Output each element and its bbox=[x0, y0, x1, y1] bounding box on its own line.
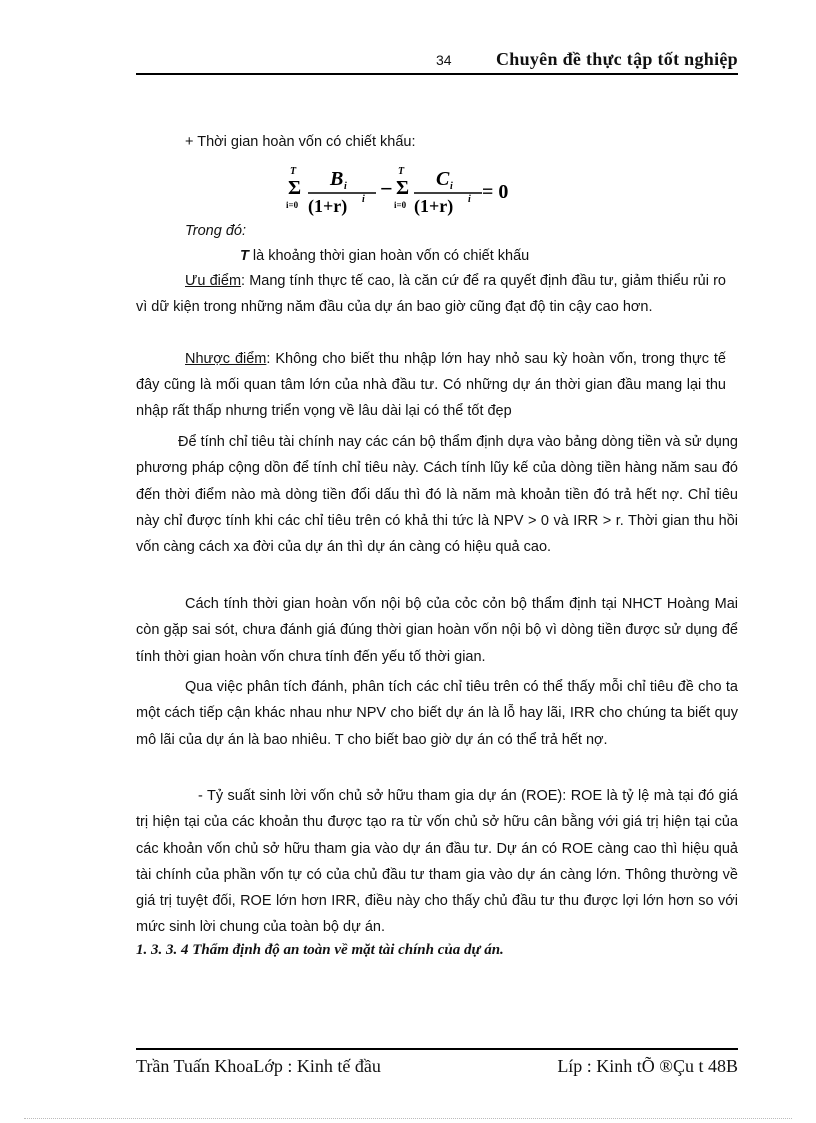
footer-rule bbox=[136, 1048, 738, 1050]
sum-symbol: Σ bbox=[288, 177, 302, 199]
numerator-benefit: B bbox=[330, 168, 344, 190]
equals-zero: = 0 bbox=[482, 181, 509, 203]
t-symbol: T bbox=[240, 248, 249, 264]
footer-class: Líp : Kinh tÕ ®Çu t 48B bbox=[557, 1056, 738, 1076]
paragraph-cumulative-method: Để tính chỉ tiêu tài chính nay các cán bộ thẩm định dựa vào bảng dòng tiền và sử dụng phương pháp cộng dồn để tính chỉ tiêu này. Cách tính lũy kế của dòng tiền hàng năm sau đó đến thời điểm nào mà dòng tiền đổi dấu thì đó là năm mà khoản tiền đó trả hết nợ. Chỉ tiêu này chỉ được tính khi các chỉ tiêu trên có khả thi tức là NPV > 0 và IRR > r. Thời gian thu hồi vốn càng cách xa đời của dự án thì dự án càng có hiệu quả cao. bbox=[136, 434, 738, 556]
svg-text:i: i bbox=[362, 194, 365, 205]
disadvantage-label: Nhược điểm bbox=[185, 351, 267, 367]
paragraph-indicator-comparison: Qua việc phân tích đánh, phân tích các chỉ tiêu trên có thể thấy mỗi chỉ tiêu đề cho ta một cách tiếp cận khác nhau như NPV cho biết dự án là lỗ hay lãi, IRR cho chúng ta biết quy mô lãi của dự án là bao nhiêu. T cho biết bao giờ dự án có thể trả hết nợ. bbox=[136, 679, 738, 748]
svg-text:T: T bbox=[398, 166, 405, 177]
numerator-cost: C bbox=[436, 168, 450, 190]
section-heading: 1. 3. 3. 4 Thẩm định độ an toàn về mặt tài chính của dự án. bbox=[136, 942, 504, 958]
svg-text:i: i bbox=[450, 181, 453, 192]
sum-lower-limit: i=0 bbox=[286, 200, 299, 210]
paragraph-internal-payback: Cách tính thời gian hoàn vốn nội bộ của cỏc cỏn bộ thẩm định tại NHCT Hoàng Mai còn gặp sai sót, chưa đánh giá đúng thời gian hoàn vốn nội bộ vì dòng tiền được sử dụng để tính thời gian hoàn vốn chưa tính đến yếu tố thời gian. bbox=[136, 596, 738, 665]
page-header bbox=[136, 48, 738, 70]
header-title: Chuyên đề thực tập tốt nghiệp bbox=[495, 49, 738, 69]
advantage-label: Ưu điểm bbox=[185, 273, 242, 289]
minus-sign: − bbox=[380, 176, 393, 201]
svg-text:i: i bbox=[468, 194, 471, 205]
svg-text:Σ: Σ bbox=[396, 177, 410, 199]
svg-text:i=0: i=0 bbox=[394, 200, 407, 210]
t-definition: T là khoảng thời gian hoàn vốn có chiết khấu bbox=[240, 248, 530, 264]
where-label: Trong đó: bbox=[185, 223, 246, 239]
page-number: 34 bbox=[436, 52, 452, 68]
sum-upper-limit: T bbox=[290, 166, 297, 177]
advantage-paragraph: Ưu điểm: Mang tính thực tế cao, là căn cứ để ra quyết định đầu tư, giảm thiểu rủi ro vì dữ kiện trong những năm đầu của dự án bao giờ cũng đạt độ tin cậy cao hơn. bbox=[136, 273, 726, 315]
denominator-1: (1+r) bbox=[308, 196, 348, 216]
svg-text:i: i bbox=[344, 181, 347, 192]
header-rule bbox=[136, 73, 738, 75]
denominator-2: (1+r) bbox=[414, 196, 454, 216]
discounted-payback-label: + Thời gian hoàn vốn có chiết khấu: bbox=[185, 134, 416, 150]
disadvantage-paragraph: Nhược điểm: Không cho biết thu nhập lớn hay nhỏ sau kỳ hoàn vốn, trong thực tế đây cũng là mối quan tâm lớn của nhà đầu tư. Có những dự án thời gian đầu mang lại thu nhập rất thấp nhưng triển vọng về lâu dài lại có thể tốt đẹp bbox=[136, 351, 726, 419]
footer-author: Trần Tuấn KhoaLớp : Kinh tế đầu bbox=[136, 1056, 381, 1076]
page-bottom-border bbox=[24, 1118, 792, 1119]
discounted-payback-formula bbox=[286, 164, 526, 224]
paragraph-roe: - Tỷ suất sinh lời vốn chủ sở hữu tham gia dự án (ROE): ROE là tỷ lệ mà tại đó giá trị hiện tại của các khoản thu được tạo ra từ vốn chủ sở hữu cân bằng với giá trị hiện tại của các khoản vốn chủ sở hữu tham gia vào dự án đầu tư. Dự án có ROE càng cao thì hiệu quả tài chính của phần vốn tự có của chủ đầu tư tham gia vào dự án càng lớn. Thông thường về giá trị tuyệt đối, ROE lớn hơn IRR, điều này cho thấy chủ đầu tư thu được lợi lớn hơn so với mức sinh lời chung của toàn bộ dự án. bbox=[136, 788, 738, 936]
